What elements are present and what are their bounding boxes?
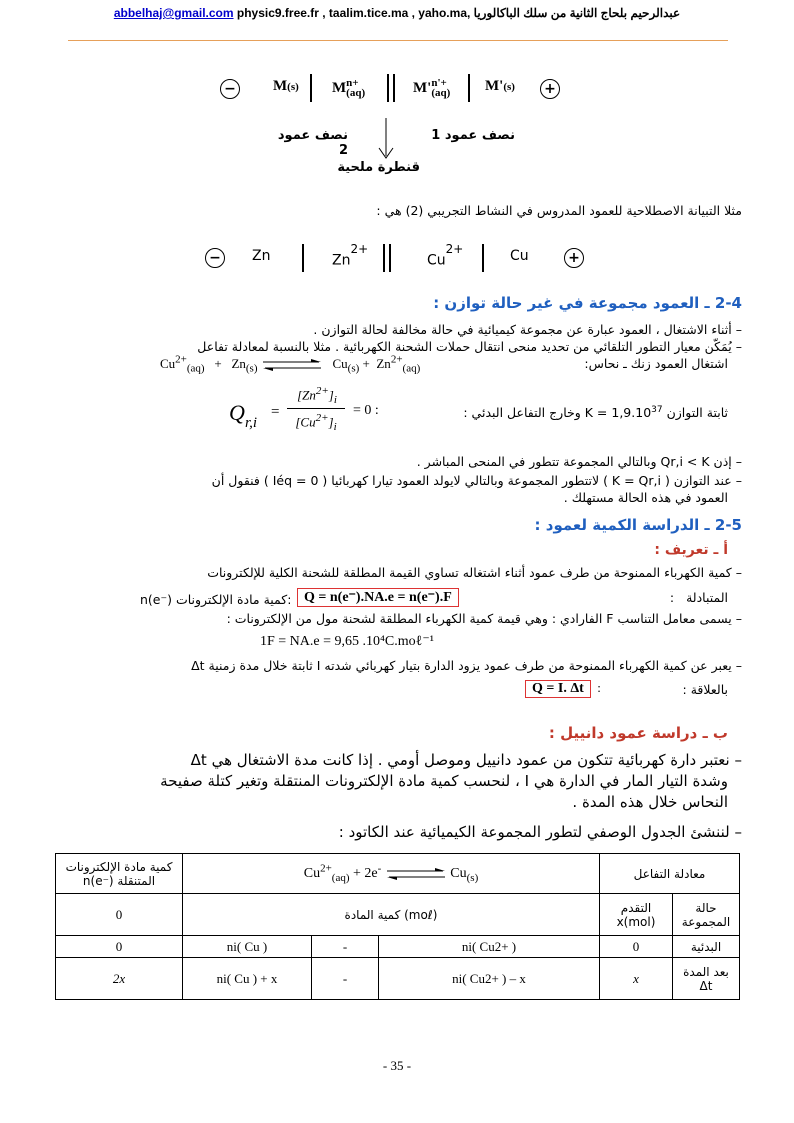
cu-label: Cu	[510, 248, 529, 264]
progress-table	[55, 853, 740, 1000]
r4-cu: ni( Cu ) + x	[183, 958, 312, 1000]
half-cell-1: نصف عمود 1	[431, 128, 515, 143]
section-2-5-title: 2-5 ـ الدراسة الكمية لعمود :	[534, 516, 742, 534]
header-arabic: عبدالرحيم بلحاج الثانية من سلك الباكالوريا	[473, 6, 681, 20]
metal2-ion: M' n'+ (aq)	[413, 77, 451, 99]
r2-state: حالة المجموعة	[673, 894, 740, 936]
table-row	[56, 854, 740, 894]
formula-q-it: Q = I. Δt :	[525, 679, 601, 698]
r3-adv: 0	[600, 936, 673, 958]
subsection-a: أ ـ تعريف :	[654, 542, 728, 558]
table-row	[56, 958, 740, 1000]
plus-icon: +	[540, 79, 560, 99]
h-reaction: معادلة التفاعل	[600, 854, 740, 894]
minus-icon: −	[205, 248, 225, 268]
minus-icon: −	[220, 79, 240, 99]
s25-bullet-3: – يعبر عن كمية الكهرباء الممنوحة من طرف عمود يزود الدارة بتيار كهربائي شدته I ثابتة خلال مدة زمنية Δt	[191, 658, 742, 673]
r2-adv: التقدم x(mol)	[600, 894, 673, 936]
metal-ion: M n+ (aq)	[332, 77, 366, 99]
faraday-formula: 1F = NA.e = 9,65 .10⁴C.moℓ⁻¹	[260, 634, 434, 649]
r4-cu2: ni( Cu2+ ) – x	[379, 958, 600, 1000]
ne-label: :كمية مادة الإلكترونات n(e⁻)	[140, 592, 292, 607]
daniell-para: – نعتبر دارة كهربائية تتكون من عمود دانييل وموصل أومي . إذا كانت مدة الاشتغال هي Δt	[190, 751, 742, 769]
r3-ne: 0	[56, 936, 183, 958]
s25-bullet-1: – كمية الكهرباء الممنوحة من طرف عمود أثناء اشتغاله تساوي القيمة المطلقة للشحنة الكلية للإلكترونات	[207, 565, 742, 580]
r3-cu: ni( Cu )	[183, 936, 312, 958]
cell-diagram	[215, 76, 575, 116]
half-cell-2: نصف عمود 2	[277, 128, 348, 158]
plus-icon: +	[564, 248, 584, 268]
metal-solid: M (s)	[273, 78, 299, 94]
s25-bullet-3b: بالعلاقة :	[682, 682, 728, 697]
s24-bullet-4b: العمود في هذه الحالة مستهلك .	[563, 490, 728, 505]
daniell-para-4: – لننشئ الجدول الوصفي لتطور المجموعة الكيميائية عند الكاتود :	[338, 823, 742, 841]
subsection-b: ب ـ دراسة عمود دانييل :	[548, 724, 728, 742]
s24-bullet-4: – عند التوازن ( K = Qr,i ) لاتتطور المجموعة وبالتالي لايولد العمود تيارا كهربائيا ( Iéq = 0 ) فنقول أن	[211, 473, 742, 488]
cu-ion-label: $Cu^{2+}$	[427, 242, 464, 269]
r2-qty: كمية المادة (moℓ)	[183, 894, 600, 936]
r3-e: -	[312, 936, 379, 958]
r3-cu2: ni( Cu2+ )	[379, 936, 600, 958]
example-intro: مثلا التبيانة الاصطلاحية للعمود المدروس في النشاط التجريبي (2) هي :	[376, 203, 742, 218]
r4-ne: 2x	[56, 958, 183, 1000]
r4-e: -	[312, 958, 379, 1000]
salt-bridge-label: قنطرة ملحية	[337, 160, 420, 175]
h-ne: كمية مادة الإلكترونات المتنقلة n(e⁻)	[56, 854, 183, 894]
table-row	[56, 936, 740, 958]
table-row	[56, 894, 740, 936]
s25-bullet-2: – يسمى معامل التناسب F الفارادي : وهي قيمة كمية الكهرباء المطلقة لشحنة مول من الإلكترونات :	[226, 611, 742, 626]
q-formula: Q r,i = $[Zn^{2+}]_i$ $[Cu^{2+}]_i$ = 0 :	[229, 385, 379, 433]
zn-ion-label: $Zn^{2+}$	[332, 242, 369, 269]
s24-bullet-3: – إذن Qr,i < K وبالتالي المجموعة تتطور في المنحى المباشر .	[416, 454, 742, 469]
r4-state: بعد المدة Δt	[673, 958, 740, 1000]
s24-bullet-2b: اشتغال العمود زنك ـ نحاس:	[584, 356, 728, 371]
formula-q-ne: Q = n(e⁻).NA.e = n(e⁻).F	[297, 588, 459, 607]
zn-cu-equation: $Cu^{2+}_{(aq)} + Zn_{(s)}$ $Cu_{(s)} + Zn^{2+}_{(aq)}$	[160, 354, 421, 375]
page-number: - 35 -	[382, 1058, 412, 1073]
k-constant: ثابتة التوازن $K = 1,9.10^{37}$ وخارج التفاعل البدئي :	[463, 405, 728, 421]
s24-bullet-2: – يُمَكّن معيار التطور التلقائي من تحديد منحى انتقال حملات الشحنة الكهربائية . مثلا بالنسبة لمعادلة تفاعل	[197, 339, 742, 354]
daniell-para-2: وشدة التيار المار في الدارة هي I ، لنحسب كمية مادة الإلكترونات المنتقلة وتغير كتلة صفيحة	[160, 772, 728, 790]
r2-ne: 0	[56, 894, 183, 936]
header-email[interactable]: abbelhaj@gmail.com	[113, 6, 234, 20]
h-equation: $Cu^{2+}_{(aq)} + 2e^-$ $Cu_{(s)}$	[183, 854, 600, 894]
s25-bullet-1b: المتبادلة :	[669, 590, 728, 605]
s24-bullet-1: – أثناء الاشتغال ، العمود عبارة عن مجموعة كيميائية في حالة مخالفة لحالة التوازن .	[313, 322, 742, 337]
salt-bridge-arrow	[376, 118, 396, 160]
zn-cu-cell	[200, 240, 600, 276]
r4-adv: x	[600, 958, 673, 1000]
section-2-4-title: 2-4 ـ العمود مجموعة في غير حالة توازن :	[433, 294, 742, 312]
header-rule	[68, 40, 728, 41]
page-header	[0, 6, 794, 20]
metal2-solid: M' (s)	[485, 78, 515, 94]
r3-state: البدئية	[673, 936, 740, 958]
header-sites: physic9.free.fr , taalim.tice.ma , yaho.ma,	[236, 6, 471, 20]
daniell-para-3: النحاس خلال هذه المدة .	[572, 793, 728, 811]
zn-label: Zn	[252, 248, 271, 264]
